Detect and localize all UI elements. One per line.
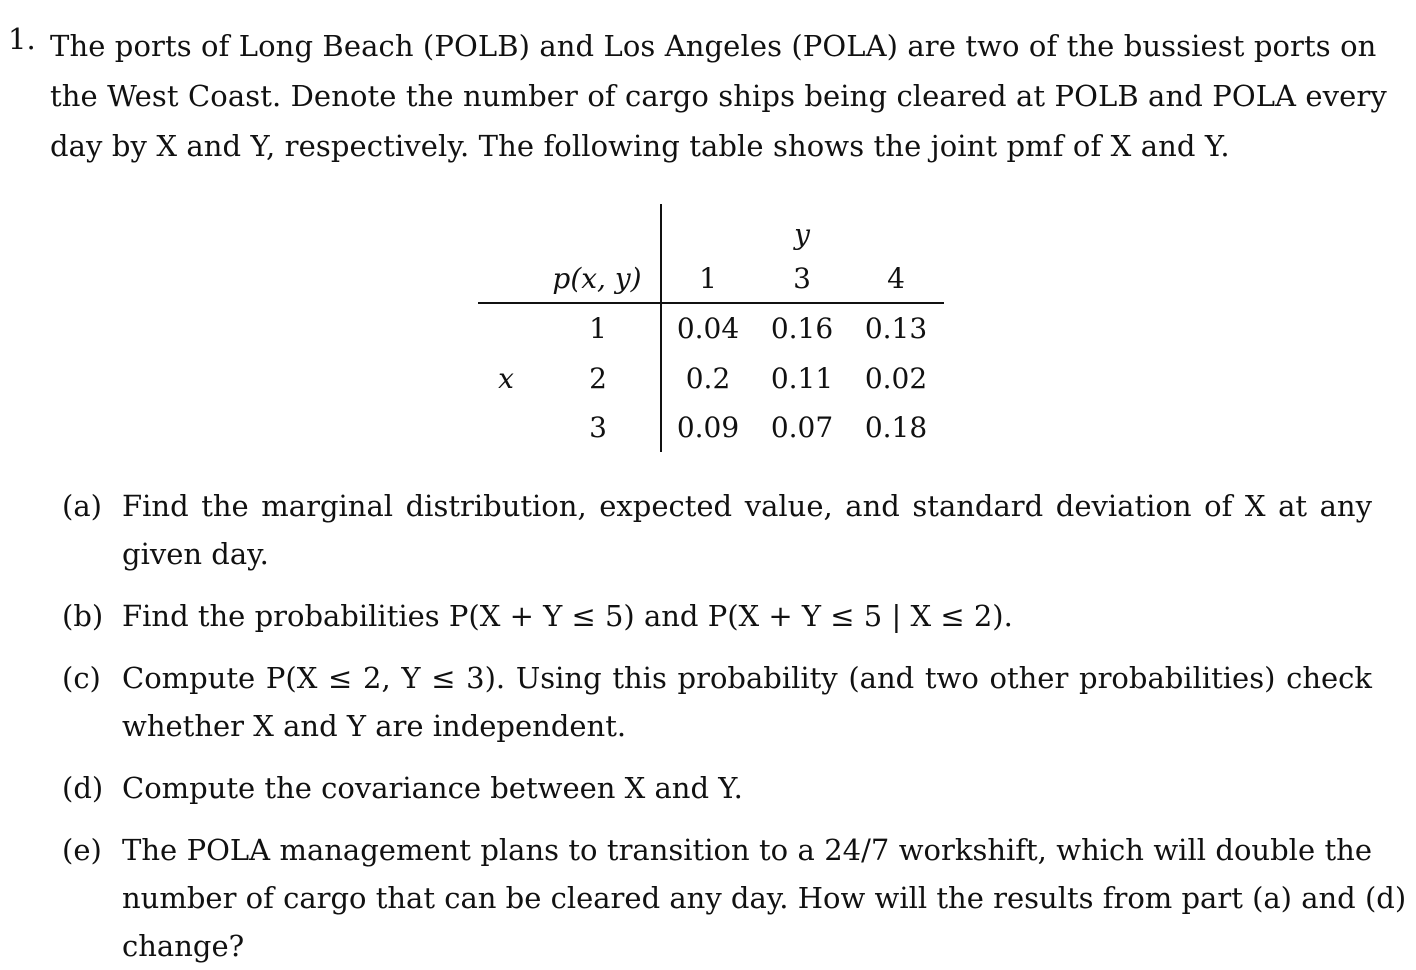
x-value-label: 1 — [589, 312, 607, 345]
part-label: (a) — [62, 489, 102, 523]
part-b — [62, 592, 1372, 642]
y-value-header: 1 — [699, 262, 717, 295]
part-label: (c) — [62, 661, 101, 695]
pmf-header-label: p(x, y) — [552, 262, 642, 295]
y-value-header: 3 — [793, 262, 811, 295]
table-cell: 0.16 — [770, 312, 834, 345]
table-cell: 0.04 — [676, 312, 740, 345]
intro-line-2: the West Coast. Denote the number of cargo ships being cleared at POLB and POLA every — [50, 79, 1387, 113]
x-value-label: 3 — [589, 411, 607, 444]
table-cell: 0.02 — [864, 362, 928, 395]
part-e-line-2: number of cargo that can be cleared any day. How will the results from part (a) and (d) — [122, 881, 1407, 915]
joint-pmf-table — [478, 204, 944, 452]
column-variable-label: y — [794, 218, 810, 251]
intro-line-3: day by X and Y, respectively. The following table shows the joint pmf of X and Y. — [50, 129, 1230, 163]
part-a-line-1: Find the marginal distribution, expected value, and standard deviation of X at any — [122, 489, 1372, 523]
table-cell: 0.09 — [676, 411, 740, 444]
part-label: (d) — [62, 771, 104, 805]
part-e-line-1: The POLA management plans to transition to a 24/7 workshift, which will double the — [122, 833, 1372, 867]
part-e — [62, 826, 1407, 968]
table-cell: 0.18 — [864, 411, 928, 444]
part-c — [62, 654, 1372, 754]
table-cell: 0.11 — [770, 362, 834, 395]
problem-intro — [50, 21, 1387, 171]
x-value-label: 2 — [589, 362, 607, 395]
part-d-line-1: Compute the covariance between X and Y. — [122, 771, 743, 805]
part-a-line-2: given day. — [122, 537, 269, 571]
row-variable-label: x — [498, 362, 514, 395]
y-value-header: 4 — [887, 262, 905, 295]
part-c-line-1: Compute P(X ≤ 2, Y ≤ 3). Using this probability (and two other probabilities) check — [122, 661, 1372, 695]
table-cell: 0.07 — [770, 411, 834, 444]
part-label: (e) — [62, 833, 102, 867]
part-label: (b) — [62, 599, 104, 633]
part-c-line-2: whether X and Y are independent. — [122, 709, 627, 743]
part-b-line-1: Find the probabilities P(X + Y ≤ 5) and P(X + Y ≤ 5 | X ≤ 2). — [122, 599, 1013, 633]
table-horizontal-rule — [478, 302, 944, 304]
table-vertical-rule — [660, 204, 662, 452]
intro-line-1: The ports of Long Beach (POLB) and Los Angeles (POLA) are two of the bussiest ports on — [50, 29, 1377, 63]
part-e-line-3: change? — [122, 929, 245, 963]
problem-number: 1. — [8, 22, 36, 56]
table-cell: 0.2 — [685, 362, 731, 395]
part-d — [62, 764, 1372, 814]
part-a — [62, 482, 1372, 582]
table-cell: 0.13 — [864, 312, 928, 345]
